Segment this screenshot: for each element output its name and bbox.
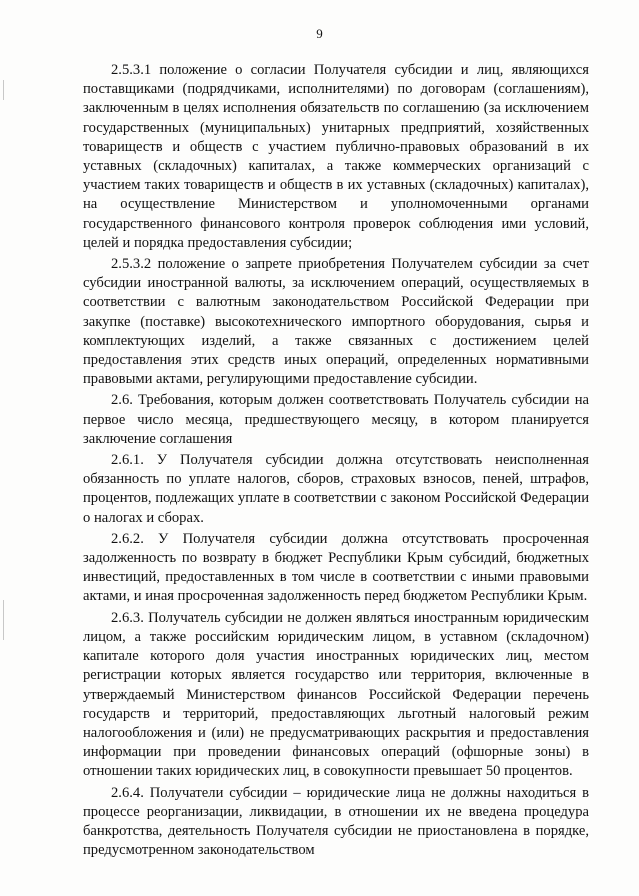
- document-body: [83, 61, 589, 862]
- paragraph-2-6-1: 2.6.1. У Получателя субсидии должна отсутствовать неисполненная обязанность по уплате налогов, сборов, страховых взносов, пеней, штрафов, процентов, подлежащих уплате в соответствии с законом Российской Федерации о налогах и сборах.: [83, 452, 589, 526]
- paragraph-2-6-2: 2.6.2. У Получателя субсидии должна отсутствовать просроченная задолженность по возврату в бюджет Республики Крым субсидий, бюджетных инвестиций, предоставленных в том числе в соответствии с иными правовыми актами, и иная просроченная задолженность перед бюджетом Республики Крым.: [83, 530, 589, 605]
- scan-margin-mark: [3, 600, 4, 640]
- paragraph-2-6-3: 2.6.3. Получатель субсидии не должен являться иностранным юридическим лицом, а также российским юридическим лицом, в уставном (складочном) капитале которого доля участия иностранных юридических лиц, местом регистрации которых является государство или территория, включенные в утверждаемый Министерством финансов Российской Федерации перечень государств и территорий, предоставляющих льготный налоговый режим налогообложения и (или) не предусматривающих раскрытия и предоставления информации при проведении финансовых операций (офшорные зоны) в отношении таких юридических лиц, в совокупности превышает 50 процентов.: [83, 609, 589, 780]
- page-number: 9: [316, 26, 323, 41]
- paragraph-2-6-4: 2.6.4. Получатели субсидии – юридические лица не должны находиться в процессе реорганизации, ликвидации, в отношении их не введена процедура банкротства, деятельность Получателя субсидии не приостановлена в порядке, предусмотренном законодательством: [83, 784, 589, 859]
- paragraph-2-5-3-2: 2.5.3.2 положение о запрете приобретения Получателем субсидии за счет субсидии иностранной валюты, за исключением операций, осуществляемых в соответствии с валютным законодательством Российской Федерации при закупке (поставке) высокотехнического импортного оборудования, сырья и комплектующих изделий, а также связанных с достижением целей предоставления этих средств иных операций, определенных нормативными правовыми актами, регулирующими предоставление субсидии.: [83, 256, 589, 388]
- paragraph-2-5-3-1: 2.5.3.1 положение о согласии Получателя субсидии и лиц, являющихся поставщиками (подрядчиками, исполнителями) по договорам (соглашениям), заключенным в целях исполнения обязательств по соглашению (за исключением государственных (муниципальных) унитарных предприятий, хозяйственных товариществ и обществ с участием публично-правовых образований в их уставных (складочных) капиталах, а также коммерческих организаций с участием таких товариществ и обществ в их уставных (складочных) капиталах), на осуществление Министерством и уполномоченными органами государственного финансового контроля проверок соблюдения ими условий, целей и порядка предоставления субсидии;: [83, 62, 589, 251]
- paragraph-2-6: 2.6. Требования, которым должен соответствовать Получатель субсидии на первое число месяца, предшествующего месяцу, в котором планируется заключение соглашения: [83, 392, 589, 447]
- scan-margin-mark: [3, 80, 4, 100]
